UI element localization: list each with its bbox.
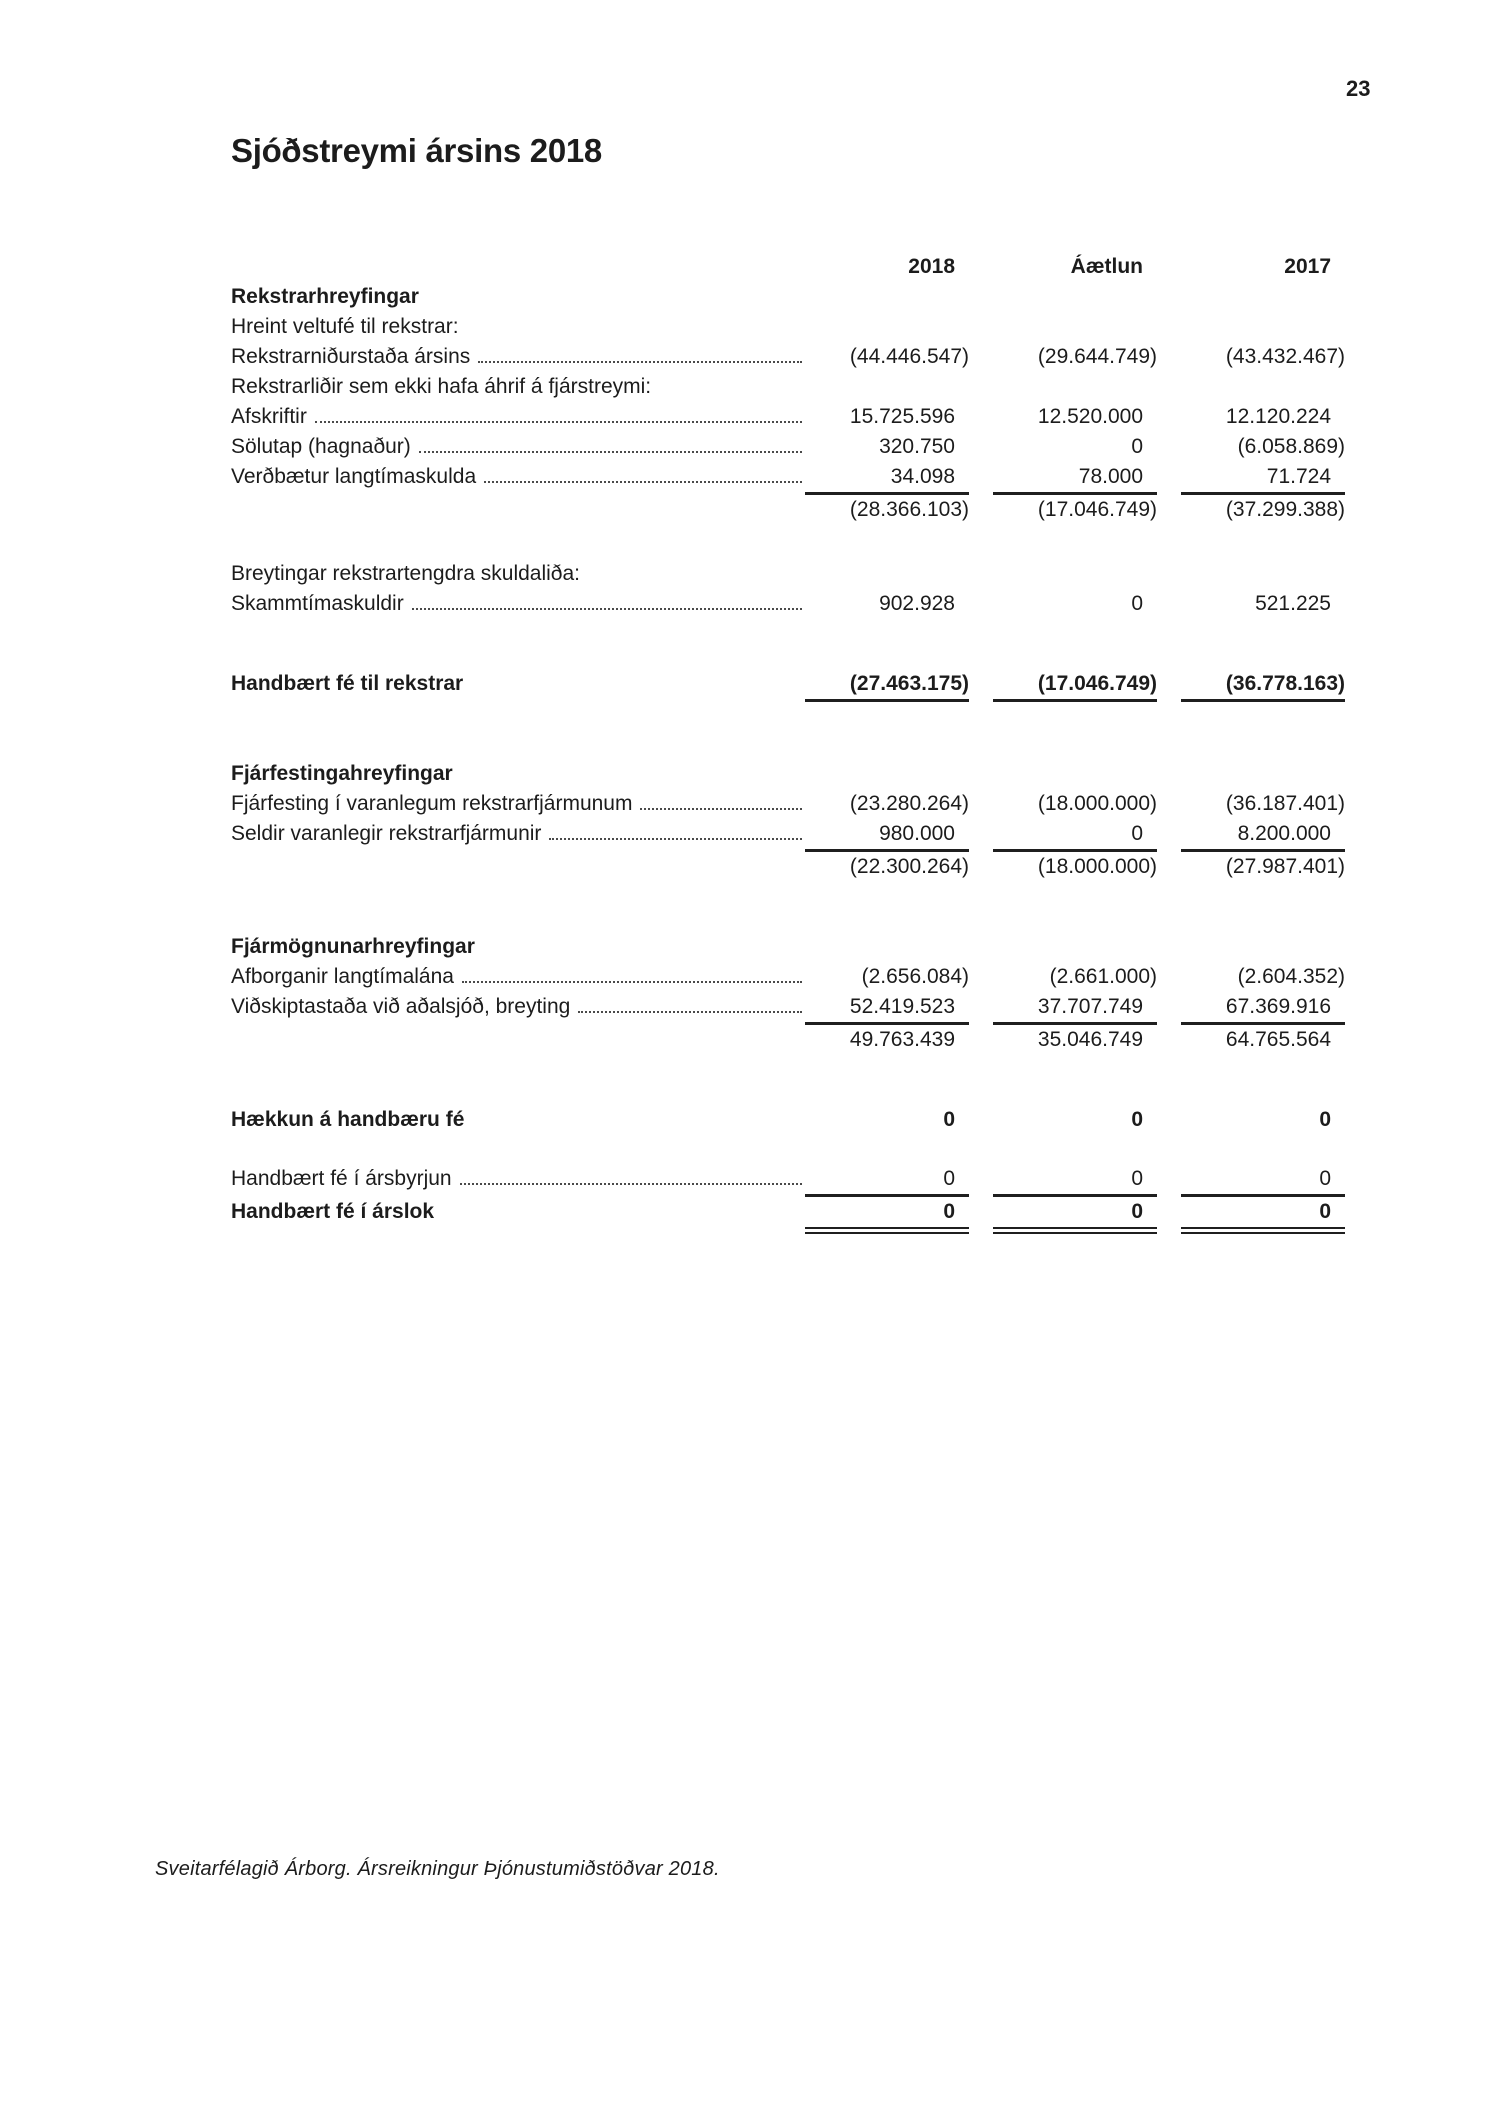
value-2018: (22.300.264) bbox=[805, 849, 969, 882]
value-2017: 71.724 bbox=[1266, 465, 1331, 488]
value-2017: (2.604.352) bbox=[1237, 965, 1345, 988]
cash-flow-table bbox=[231, 252, 1345, 1234]
section-title: Fjármögnunarhreyfingar bbox=[231, 935, 475, 958]
value-aetlun: 0 bbox=[1131, 592, 1143, 615]
value-2018: 15.725.596 bbox=[849, 405, 955, 428]
value-2018: 320.750 bbox=[879, 435, 955, 458]
column-header-row bbox=[231, 252, 1345, 282]
row-vidskiptastada-adalsjod bbox=[231, 992, 1345, 1022]
section-title: Fjárfestingahreyfingar bbox=[231, 762, 453, 785]
value-2018: 49.763.439 bbox=[805, 1022, 969, 1055]
row-label: Viðskiptastaða við aðalsjóð, breyting bbox=[231, 995, 571, 1018]
value-2017: 12.120.224 bbox=[1225, 405, 1331, 428]
row-label: Seldir varanlegir rekstrarfjármunir bbox=[231, 822, 542, 845]
subtotal-rekstrarlidir bbox=[231, 492, 1345, 525]
page-number: 23 bbox=[1346, 76, 1371, 101]
row-hreint-veltufe bbox=[231, 312, 1345, 342]
row-solutap bbox=[231, 432, 1345, 462]
value-aetlun: (17.046.749) bbox=[993, 669, 1157, 702]
value-2017: 521.225 bbox=[1255, 592, 1331, 615]
row-verdbaetur-langtimaskulda bbox=[231, 462, 1345, 492]
value-2018: 52.419.523 bbox=[849, 995, 955, 1018]
dotted-leader bbox=[478, 360, 802, 363]
row-breytingar-heading bbox=[231, 559, 1345, 589]
total-haekkun-a-handbaeru-fe bbox=[231, 1105, 1345, 1135]
document-title: Sjóðstreymi ársins 2018 bbox=[231, 132, 602, 169]
value-2017: 67.369.916 bbox=[1225, 995, 1331, 1018]
value-aetlun: 37.707.749 bbox=[1037, 995, 1143, 1018]
value-2017: (37.299.388) bbox=[1181, 492, 1345, 525]
value-aetlun: (29.644.749) bbox=[1037, 345, 1157, 368]
value-2017: 0 bbox=[1181, 1164, 1345, 1197]
row-label: Handbært fé til rekstrar bbox=[231, 672, 464, 695]
row-fjarfesting-varanlegum bbox=[231, 789, 1345, 819]
row-label: Hækkun á handbæru fé bbox=[231, 1108, 465, 1131]
value-2017: 0 bbox=[1181, 1197, 1345, 1234]
column-header-2018: 2018 bbox=[908, 255, 955, 278]
subtotal-fjarfestingahreyfingar bbox=[231, 849, 1345, 882]
dotted-leader bbox=[640, 807, 802, 810]
value-aetlun: 0 bbox=[993, 1197, 1157, 1234]
value-aetlun: (18.000.000) bbox=[1037, 792, 1157, 815]
value-aetlun: 0 bbox=[1131, 435, 1143, 458]
dotted-leader bbox=[549, 837, 802, 840]
total-handbaert-fe-til-rekstrar bbox=[231, 669, 1345, 702]
value-2018: 0 bbox=[805, 1164, 969, 1197]
value-2017: (36.778.163) bbox=[1181, 669, 1345, 702]
row-afskriftir bbox=[231, 402, 1345, 432]
dotted-leader bbox=[412, 607, 802, 610]
row-seldir-varanlegir bbox=[231, 819, 1345, 849]
value-2018: (44.446.547) bbox=[849, 345, 969, 368]
document-footer: Sveitarfélagið Árborg. Ársreikningur Þjónustumiðstöðvar 2018. bbox=[155, 1858, 720, 1880]
row-afborganir-langtimalana bbox=[231, 962, 1345, 992]
value-2017: (27.987.401) bbox=[1181, 849, 1345, 882]
value-2018: 34.098 bbox=[890, 465, 955, 488]
value-2018: 902.928 bbox=[879, 592, 955, 615]
value-2017: 64.765.564 bbox=[1181, 1022, 1345, 1055]
column-header-2017: 2017 bbox=[1284, 255, 1331, 278]
column-header-aetlun: Áætlun bbox=[1070, 255, 1143, 278]
row-label: Afskriftir bbox=[231, 405, 307, 428]
value-2018: (28.366.103) bbox=[805, 492, 969, 525]
dotted-leader bbox=[460, 1182, 802, 1185]
dotted-leader bbox=[578, 1010, 802, 1013]
row-label: Skammtímaskuldir bbox=[231, 592, 404, 615]
row-label: Rekstrarniðurstaða ársins bbox=[231, 345, 471, 368]
row-label: Fjárfesting í varanlegum rekstrarfjármunum bbox=[231, 792, 633, 815]
row-label: Sölutap (hagnaður) bbox=[231, 435, 411, 458]
dotted-leader bbox=[419, 450, 802, 453]
value-aetlun: (2.661.000) bbox=[1049, 965, 1157, 988]
value-aetlun: 35.046.749 bbox=[993, 1022, 1157, 1055]
value-aetlun: (18.000.000) bbox=[993, 849, 1157, 882]
row-label: Handbært fé í árslok bbox=[231, 1200, 435, 1223]
value-2018: (2.656.084) bbox=[861, 965, 969, 988]
row-label: Afborganir langtímalána bbox=[231, 965, 454, 988]
dotted-leader bbox=[484, 480, 802, 483]
value-2017: (43.432.467) bbox=[1225, 345, 1345, 368]
value-aetlun: 0 bbox=[1131, 822, 1143, 845]
value-2018: (27.463.175) bbox=[805, 669, 969, 702]
value-aetlun: 0 bbox=[1131, 1108, 1143, 1131]
section-title: Rekstrarhreyfingar bbox=[231, 285, 419, 308]
row-label: Handbært fé í ársbyrjun bbox=[231, 1167, 452, 1190]
value-2018: 0 bbox=[943, 1108, 955, 1131]
value-aetlun: 78.000 bbox=[1078, 465, 1143, 488]
section-header-fjarmognunarhreyfingar bbox=[231, 932, 1345, 962]
dotted-leader bbox=[315, 420, 802, 423]
row-handbaert-fe-arsbyrjun bbox=[231, 1164, 1345, 1197]
value-2018: (23.280.264) bbox=[849, 792, 969, 815]
total-handbaert-fe-arslok bbox=[231, 1197, 1345, 1234]
value-2017: 0 bbox=[1319, 1108, 1331, 1131]
value-aetlun: 12.520.000 bbox=[1037, 405, 1143, 428]
subtotal-fjarmognunarhreyfingar bbox=[231, 1022, 1345, 1055]
row-label: Breytingar rekstrartengdra skuldaliða: bbox=[231, 562, 581, 585]
value-2018: 980.000 bbox=[879, 822, 955, 845]
dotted-leader bbox=[462, 980, 802, 983]
value-2017: (36.187.401) bbox=[1225, 792, 1345, 815]
section-header-rekstrarhreyfingar bbox=[231, 282, 1345, 312]
value-aetlun: (17.046.749) bbox=[993, 492, 1157, 525]
row-rekstrarnidurstada-arsins bbox=[231, 342, 1345, 372]
value-2017: (6.058.869) bbox=[1237, 435, 1345, 458]
section-header-fjarfestingahreyfingar bbox=[231, 759, 1345, 789]
row-skammtimaskuldir bbox=[231, 589, 1345, 619]
value-aetlun: 0 bbox=[993, 1164, 1157, 1197]
row-label: Rekstrarliðir sem ekki hafa áhrif á fjárstreymi: bbox=[231, 375, 652, 398]
row-rekstrarlidir-heading bbox=[231, 372, 1345, 402]
value-2018: 0 bbox=[805, 1197, 969, 1234]
row-label: Verðbætur langtímaskulda bbox=[231, 465, 477, 488]
row-label: Hreint veltufé til rekstrar: bbox=[231, 315, 459, 338]
value-2017: 8.200.000 bbox=[1237, 822, 1331, 845]
